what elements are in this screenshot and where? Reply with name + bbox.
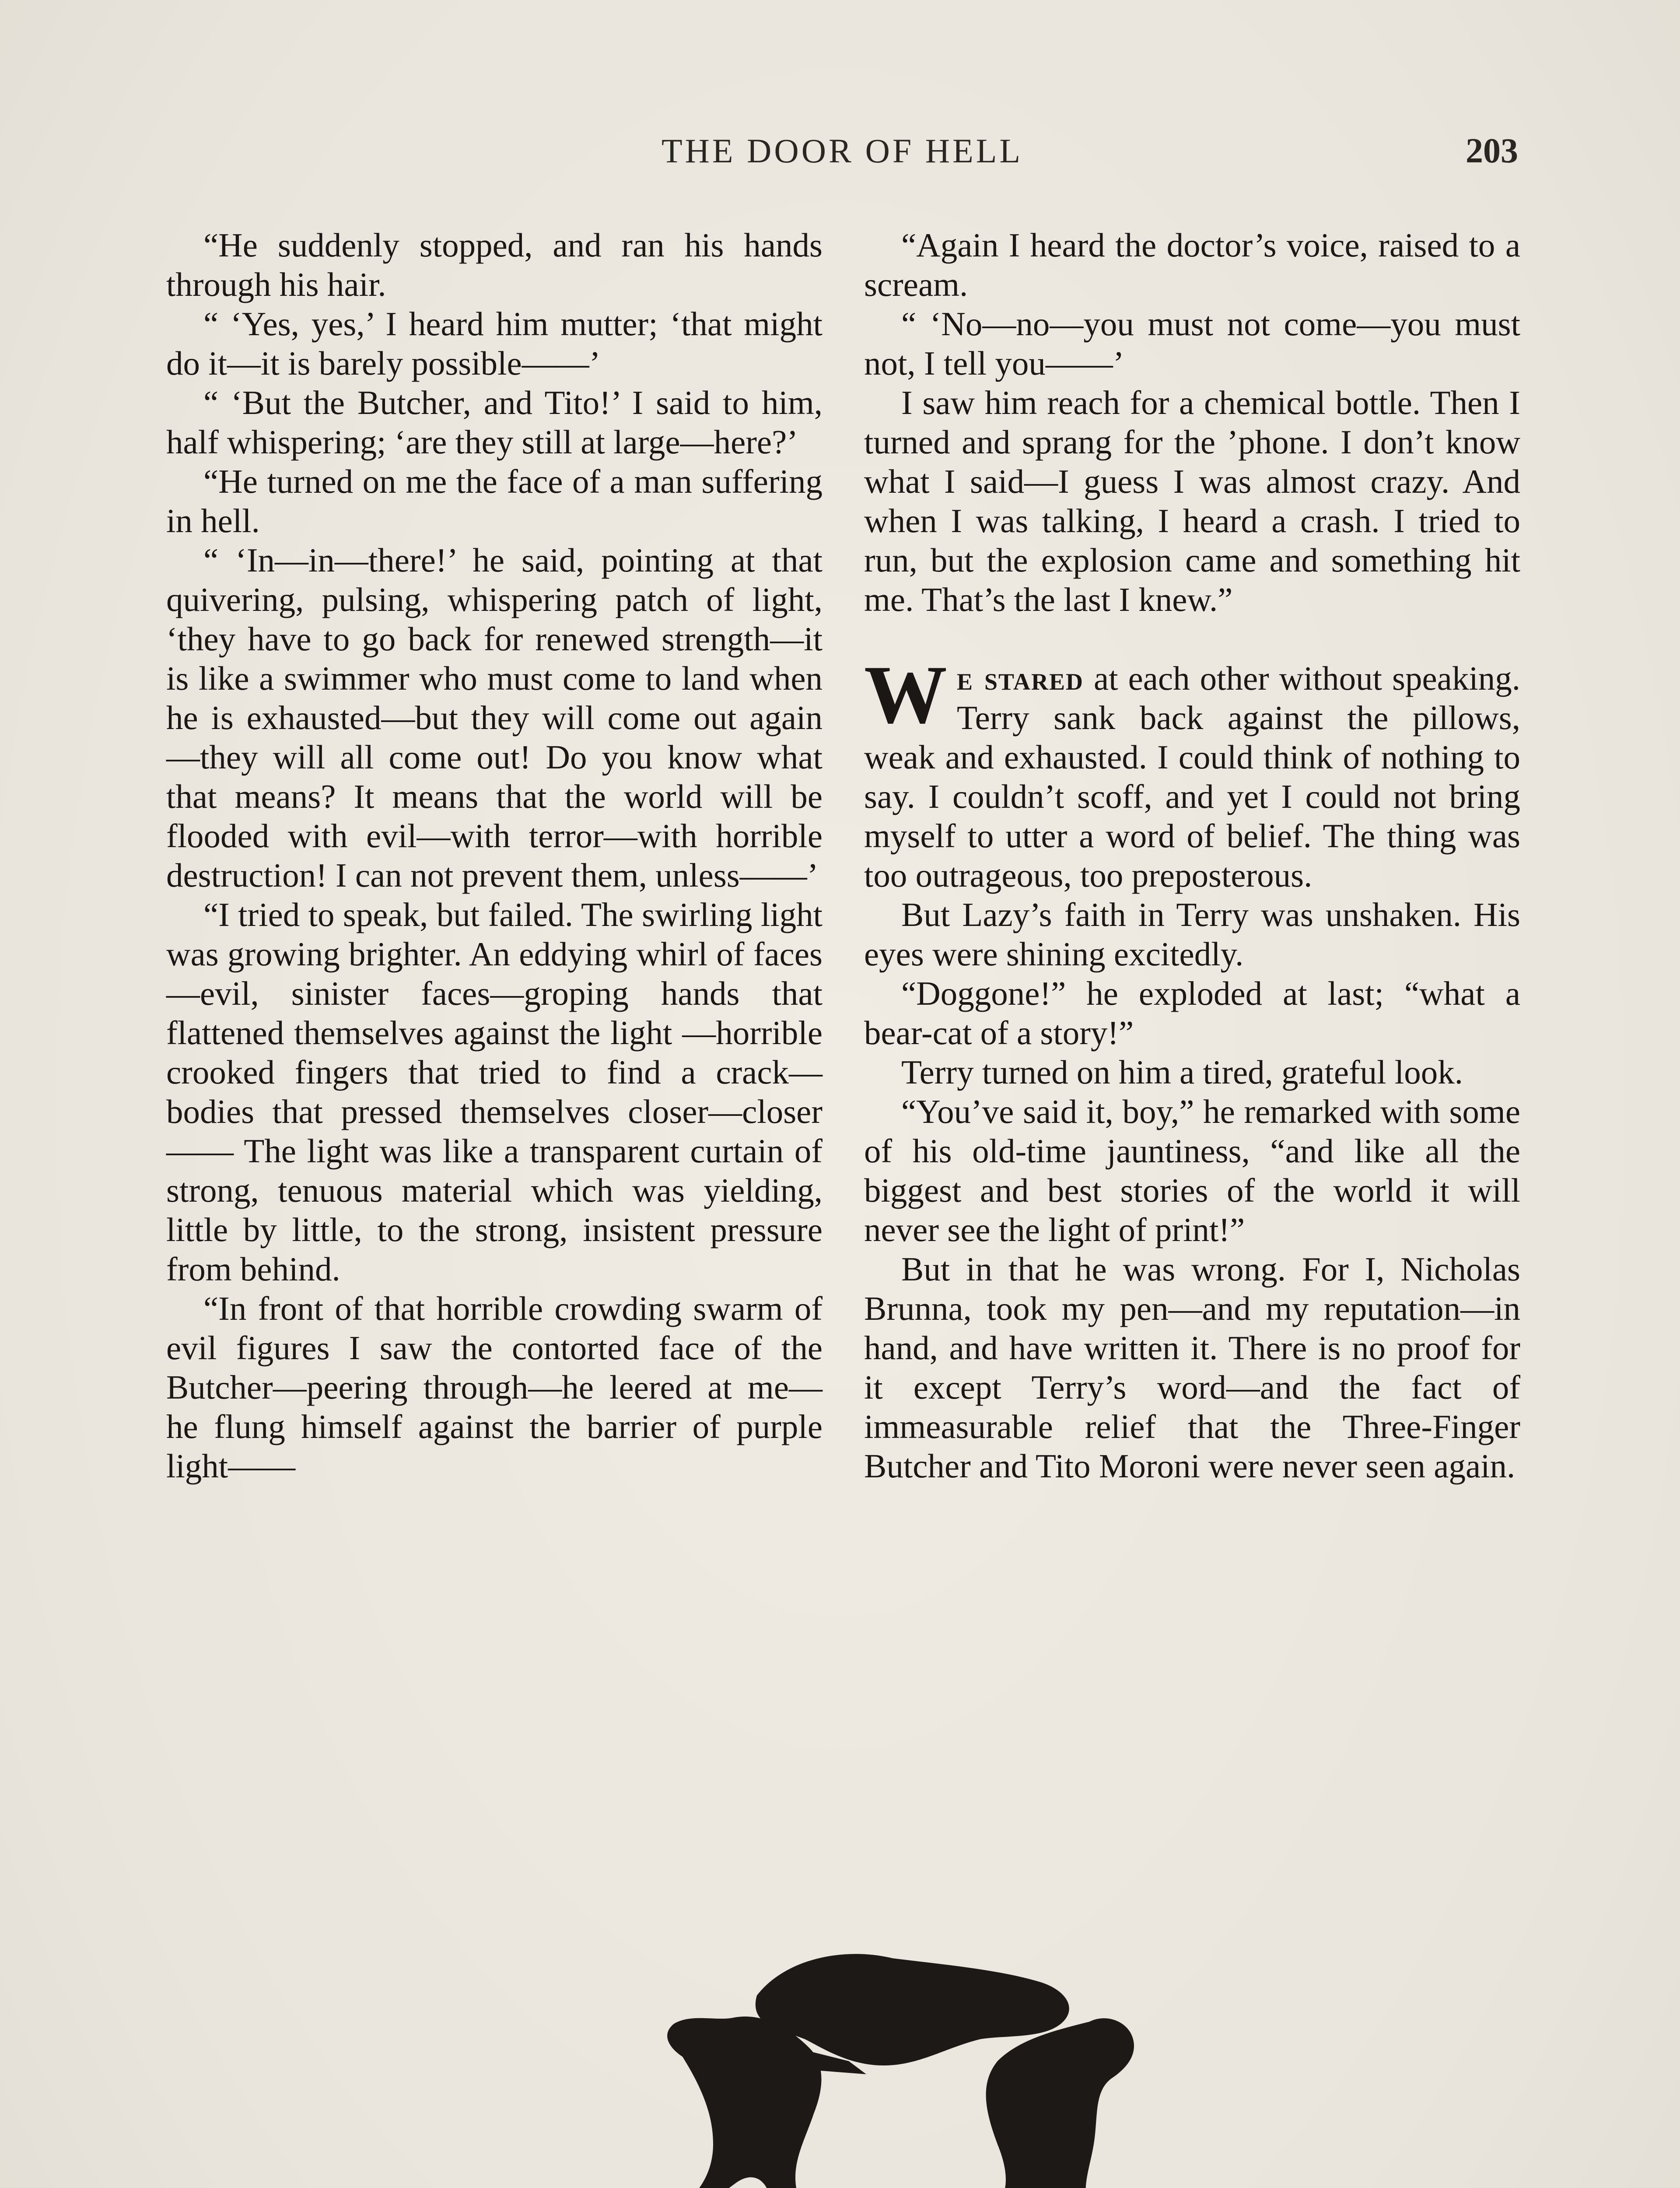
woodcut-illustration [166,1882,1518,2188]
paragraph: “You’ve said it, boy,” he remarked with some of his old-time jauntiness, “and like all the biggest and best stories of the world it will never see the light of print!” [864,1093,1520,1248]
paragraph: “Doggone!” he exploded at last; “what a bear-cat of a story!” [864,975,1520,1052]
page-header [166,131,1518,179]
paragraph: “Again I heard the doctor’s voice, raised to a scream. [864,226,1520,303]
paragraph: “He suddenly stopped, and ran his hands through his hair. [166,226,822,303]
section-opening-text: at each other without speaking. Terry sank back against the pillows, weak and exhausted. I could think of nothing to say. I couldn’t scoff, and yet I could not bring myself to utter a word of belief. The thing was too outrageous, too preposterous. [864,659,1520,894]
paragraph: “I tried to speak, but failed. The swirling light was growing brighter. An eddying whirl of faces—evil, sinister faces—groping hands that flattened themselves against the light —horrible crooked fingers that tried to find a crack—bodies that pressed themselves closer—closer—— The light was like a transparent curtain of strong, tenuous material which was yielding, little by little, to the strong, insistent pressure from behind. [166,896,822,1288]
paragraph: But in that he was wrong. For I, Nicholas Brunna, took my pen—and my reputation—in hand, and have written it. There is no proof for it except Terry’s word—and the fact of immeasurable relief that the Three-Finger Butcher and Tito Moroni were never seen again. [864,1250,1520,1485]
paragraph: Terry turned on him a tired, grateful look. [901,1053,1463,1091]
small-caps-lead: e stared [957,659,1084,697]
paragraph: “He turned on me the face of a man suffering in hell. [166,463,822,540]
section-opening-paragraph [864,649,1520,895]
paragraph: “ ‘No—no—you must not come—you must not, I tell you——’ [864,305,1520,382]
paragraph: I saw him reach for a chemical bottle. Then I turned and sprang for the ’phone. I don’t know what I said—I guess I was almost crazy. And when I was talking, I heard a crash. I tried to run, but the explosion came and something hit me. That’s the last I knew.” [864,384,1520,618]
paragraph: “ ‘But the Butcher, and Tito!’ I said to him, half whispering; ‘are they still at large—here?’ [166,384,822,461]
page-number: 203 [1466,132,1518,170]
paragraph: “ ‘In—in—there!’ he said, pointing at that quivering, pulsing, whispering patch of light, ‘they have to go back for renewed strength—it is like a swimmer who must come to land when he is exhausted—but they will come out again—they will all come out! Do you know what that means? It means that the world will be flooded with evil—with terror—with horrible destruction! I can not prevent them, unless——’ [166,541,822,894]
paragraph: But Lazy’s faith in Terry was unshaken. His eyes were shining excitedly. [864,896,1520,973]
paragraph: “In front of that horrible crowding swarm of evil figures I saw the contorted face of the Butcher—peering through—he leered at me—he flung himself against the barrier of purple light—— [166,1290,822,1485]
left-column [166,225,822,1486]
running-head: THE DOOR OF HELL [661,132,1023,170]
right-figure-silhouette [967,2018,1134,2188]
left-figure-silhouette [626,2016,822,2188]
drop-cap: W [864,649,947,741]
paragraph: “ ‘Yes, yes,’ I heard him mutter; ‘that might do it—it is barely possible——’ [166,305,822,382]
silhouette-ink [166,1954,1518,2188]
right-column [864,225,1520,1486]
